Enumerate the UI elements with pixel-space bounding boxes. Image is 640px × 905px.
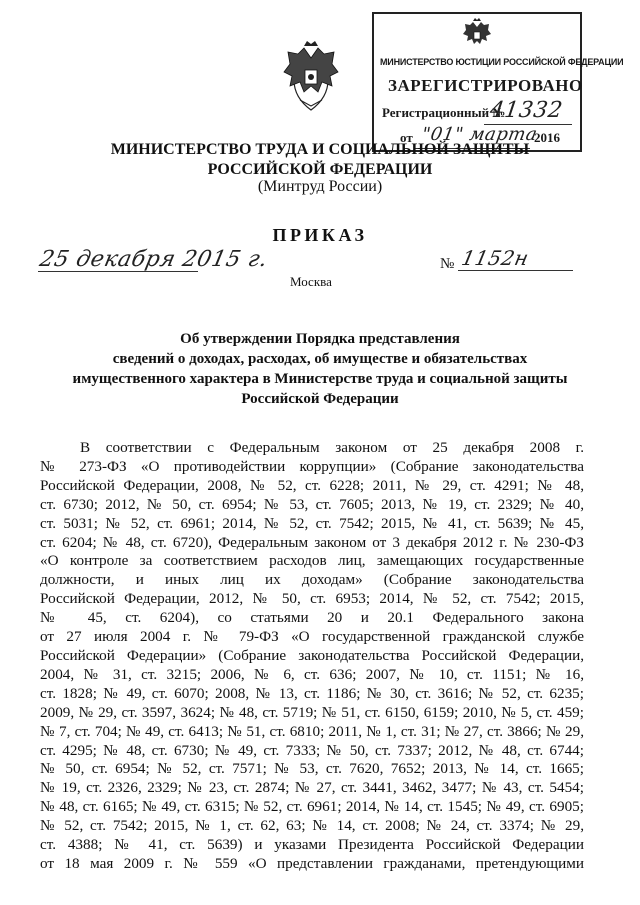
body-line: должности, и иных лиц их доходам» (Собрание законодательства: [40, 571, 584, 589]
stamp-reg-number: 41332: [488, 98, 565, 123]
body-line: № 48, ст. 6165; № 49, ст. 6315; № 52, ст. 6961; 2014, № 14, ст. 1545; № 49, ст. 6905;: [40, 798, 584, 816]
order-date: 25 декабря 2015 г.: [37, 247, 271, 272]
body-line: ст. 4295; № 48, ст. 6730; № 49, ст. 7333; № 50, ст. 7337; 2012, № 48, ст. 6744;: [40, 741, 584, 759]
body-line: Российской Федерации» (Собрание законодательства Российской Федерации,: [40, 646, 584, 664]
body-line: ст. 4388; № 41, ст. 5639) и указами Президента Российской Федерации: [40, 836, 584, 854]
body-line: 2009, № 29, ст. 3597, 3624; № 48, ст. 5719; № 51, ст. 6150, 6159; 2010, № 5, ст. 459;: [40, 703, 584, 721]
body-line: ст. 1828; № 49, ст. 6070; 2008, № 13, ст. 1186; № 30, ст. 3616; № 52, ст. 6235;: [40, 684, 584, 702]
body-line: 2004, № 31, ст. 3215; 2006, № 6, ст. 636; 2007, № 10, ст. 1151; № 16,: [40, 665, 584, 683]
stamp-ministry-text: МИНИСТЕРСТВО ЮСТИЦИИ РОССИЙСКОЙ ФЕДЕРАЦИИ: [380, 57, 624, 67]
body-line: № 273-ФЗ «О противодействии коррупции» (Собрание законодательства: [40, 457, 584, 475]
body-line: № 50, ст. 6954; № 52, ст. 7571; № 53, ст. 7620, 7652; 2013, № 14, ст. 1665;: [40, 760, 584, 778]
body-line: ст. 6204; № 48, ст. 6720), Федеральным законом от 3 декабря 2012 г. № 230-ФЗ: [40, 533, 584, 551]
body-line: № 19, ст. 2326, 2329; № 23, ст. 2874; № 27, ст. 3441, 3462, 3477; № 43, ст. 5454;: [40, 779, 584, 797]
ministry-line: РОССИЙСКОЙ ФЕДЕРАЦИИ: [207, 161, 433, 178]
order-number-underline: [458, 270, 573, 271]
stamp-reg-label: Регистрационный №: [382, 105, 506, 120]
order-city: Москва: [290, 274, 332, 289]
body-line: от 18 мая 2009 г. № 559 «О представлении гражданами, претендующими: [40, 854, 584, 872]
document-heading: [70, 329, 570, 409]
heading-line: Об утверждении Порядка представления: [180, 331, 460, 347]
body-paragraph: [40, 439, 584, 874]
body-line: Российской Федерации, 2008, № 52, ст. 6228; 2011, № 29, ст. 4291; № 48,: [40, 476, 584, 494]
body-line: «О контроле за соответствием расходов лиц, замещающих государственные: [40, 552, 584, 570]
stamp-date-year: 2016: [534, 130, 560, 145]
heading-line: имущественного характера в Министерстве труда и социальной защиты: [72, 371, 568, 387]
heading-line: сведений о доходах, расходах, об имуществе и обязательствах: [112, 351, 528, 367]
stamp-date-prefix: от: [400, 130, 413, 145]
stamp-date-value: "01" марта: [420, 124, 540, 145]
order-date-underline: [38, 271, 198, 272]
stamp-registered-text: ЗАРЕГИСТРИРОВАНО: [388, 76, 583, 95]
body-line: Российской Федерации, 2012, № 50, ст. 6953; 2014, № 52, ст. 7542; 2015,: [40, 590, 584, 608]
body-line: ст. 6730; 2012, № 50, ст. 6954; № 53, ст. 7605; 2013, № 19, ст. 2329; № 40,: [40, 495, 584, 513]
order-title: ПРИКАЗ: [272, 225, 368, 245]
body-line: № 45, ст. 6204), со статьями 20 и 20.1 Федерального закона: [40, 609, 584, 627]
ministry-name: [70, 140, 570, 180]
body-line: ст. 5031; № 52, ст. 6961; 2014, № 52, ст. 7542; 2015, № 41, ст. 5639; № 45,: [40, 514, 584, 532]
ministry-line: МИНИСТЕРСТВО ТРУДА И СОЦИАЛЬНОЙ ЗАЩИТЫ: [110, 141, 530, 158]
order-number-label: №: [440, 256, 455, 272]
order-number: 1152н: [459, 246, 532, 270]
ministry-short-name: (Минтруд России): [257, 178, 383, 195]
registration-stamp: [372, 12, 624, 152]
body-line: В соответствии с Федеральным законом от 25 декабря 2008 г.: [80, 439, 584, 456]
body-line: № 52, ст. 7542; 2015, № 1, ст. 62, 63; № 14, ст. 2008; № 24, ст. 3374; № 29,: [40, 817, 584, 835]
stamp-emblem-icon: [462, 18, 492, 52]
body-line: № 7, ст. 704; № 49, ст. 6413; № 51, ст. 6810; 2011, № 1, ст. 31; № 27, ст. 3866; № 29,: [40, 722, 584, 740]
coat-of-arms-emblem: [280, 40, 342, 114]
heading-line: Российской Федерации: [241, 391, 399, 407]
body-line: от 27 июля 2004 г. № 79-ФЗ «О государственной гражданской службе: [40, 628, 584, 646]
